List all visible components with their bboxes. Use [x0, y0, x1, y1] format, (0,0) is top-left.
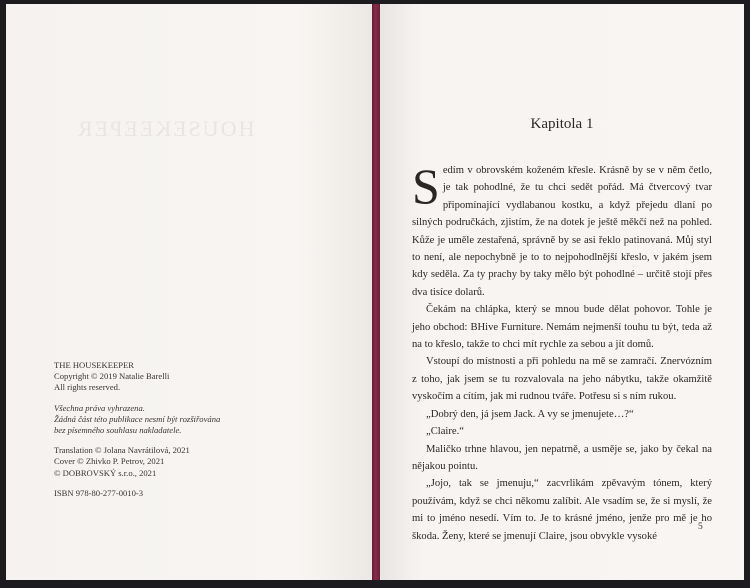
paragraph: „Jojo, tak se jmenuju,“ zacvrlikám zpěvavým tónem, který používám, když se chci někomu zalíbit. Ale vsadím se, že si myslí, že mi to jméno nesedí. Vím to. Je to krásné jméno, jenže pro mě je ho škoda. Ženy, které se jmenují Claire, jsou obvykle vysoké [412, 478, 712, 542]
page-number: 5 [698, 522, 703, 532]
colophon-notice-1: Všechna práva vyhrazena. [54, 402, 145, 413]
colophon-title: THE HOUSEKEEPER [54, 360, 134, 370]
colophon-cover: Cover © Zhivko P. Petrov, 2021 [54, 456, 165, 467]
show-through-text: HOUSEKEEPER [76, 116, 255, 141]
colophon-isbn: ISBN 978-80-277-0010-3 [54, 487, 144, 498]
colophon-rights: All rights reserved. [54, 382, 121, 393]
colophon-translation: Translation © Jolana Navrátilová, 2021 [54, 445, 190, 456]
colophon-publisher: © DOBROVSKÝ s.r.o., 2021 [54, 467, 157, 478]
paragraph: Maličko trhne hlavou, jen nepatrně, a usměje se, jako by čekal na nějakou pointu. [412, 443, 712, 472]
right-page [380, 4, 744, 580]
paragraph: „Dobrý den, já jsem Jack. A vy se jmenujete…?“ [426, 408, 634, 420]
paragraph: „Claire.“ [426, 426, 464, 438]
colophon-notice-3: bez písemného souhlasu nakladatele. [54, 425, 182, 436]
colophon-notice-2: Žádná část této publikace nesmí být rozšiřována [54, 413, 221, 424]
paragraph: Vstoupí do místnosti a při pohledu na mě se zamračí. Znervózním z toho, jak jsem se tu rozvalovala na jeho nábytku, takže okamžitě vyskočím a cítím, jak mi rudnou tváře. Potřesu si s ním rukou. [412, 356, 712, 403]
drop-cap: S [412, 158, 440, 214]
book-spread [6, 4, 744, 580]
paragraph: Čekám na chlápka, který se mnou bude dělat pohovor. Tohle je jeho obchod: BHive Furniture. Nemám nejmenší touhu tu být, teda až na to křeslo, takže to chci mít rychle za sebou a jít domů. [412, 304, 712, 351]
left-page [6, 4, 372, 580]
book-gutter [372, 4, 380, 580]
chapter-title: Kapitola 1 [530, 116, 594, 132]
colophon [54, 360, 354, 499]
paragraph: Sedím v obrovském koženém křesle. Krásně by se v něm četlo, je tak pohodlné, že tu chci sedět pořád. Má čtvercový tvar připomínající vydlabanou kostku, a když přejedu dlaní po silných područkách, zjistím, že na dotek je ještě měkčí než na pohled. Kůže je uměle zestařená, správně by se asi řeklo patinovaná. Můj styl to není, ale nepochybně je to to nejpohodlnější křeslo, v jakém jsem kdy seděla. Za ty prachy by taky mělo být pohodlné – určitě stojí přes dva tisíce dolarů. [412, 158, 712, 298]
chapter-text [412, 158, 712, 545]
colophon-copyright: Copyright © 2019 Natalie Barelli [54, 371, 170, 382]
